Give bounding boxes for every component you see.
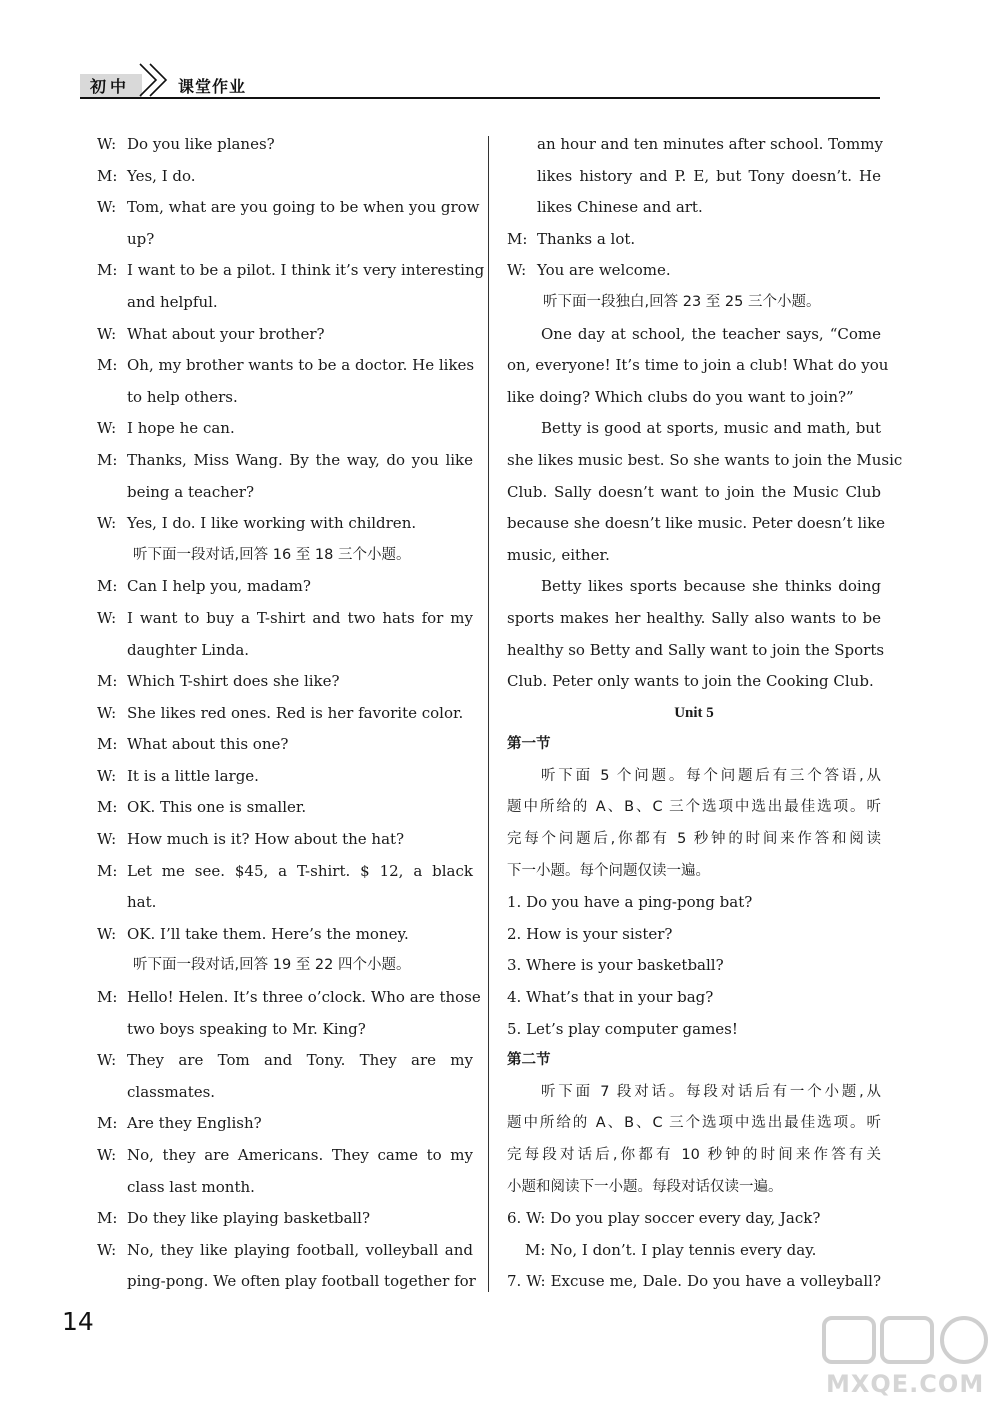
page-header [80,56,880,98]
dialogue-line [97,761,473,793]
dialogue-line [97,729,473,761]
dialogue-line [97,571,473,603]
speaker-label: W: [97,1240,117,1259]
dialogue-continuation: class last month. [127,1177,255,1196]
speaker-label: M: [97,735,118,754]
dialogue-line [97,1045,473,1077]
speaker-label: M: [97,577,118,596]
dialogue-line [97,350,473,382]
dialogue-text: Yes, I do. [127,166,196,185]
dialogue-text: OK. This one is smaller. [127,798,307,817]
dialogue-text: Which T-shirt does she like? [127,672,340,691]
speaker-label: W: [97,830,117,849]
text-line: sports makes her healthy. Sally also wants to be [507,608,881,627]
dialogue-line [97,255,485,287]
dialogue-line [507,224,881,256]
dialogue-text: Hello! Helen. It’s three o’clock. Who are those [127,988,481,1007]
speaker-label: M: [97,261,118,280]
text-line: M: No, I don’t. I play tennis every day. [525,1240,817,1259]
dialogue-line [97,413,473,445]
dialogue-line [97,792,473,824]
page-number: 14 [62,1307,94,1336]
text-line: because she doesn’t like music. Peter doesn’t like [507,514,886,533]
subsection-heading: 第一节 [507,736,551,753]
section-instruction: 听下面一段对话,回答 19 至 22 四个小题。 [133,957,411,974]
dialogue-line [97,192,480,224]
instruction-line: 题中所给的 A、B、C 三个选项中选出最佳选项。听 [507,1115,881,1132]
subsection-heading: 第二节 [507,1052,551,1069]
dialogue-continuation: ping-pong. We often play football together for [127,1272,476,1291]
dialogue-line [97,1140,473,1172]
speaker-label: W: [97,419,117,438]
speaker-label: M: [97,1114,118,1133]
paragraph-line: Betty likes sports because she thinks doing [541,577,881,596]
dialogue-line [97,161,473,193]
text-line: 4. What’s that in your bag? [507,988,714,1007]
dialogue-text: She likes red ones. Red is her favorite color. [127,703,464,722]
dialogue-text: No, they are Americans. They came to my [127,1146,473,1164]
dialogue-continuation: hat. [127,893,157,912]
text-line: 1. Do you have a ping-pong bat? [507,893,753,912]
dialogue-continuation: up? [127,229,155,248]
text-line: like doing? Which clubs do you want to join?” [507,387,854,406]
speaker-label: W: [97,324,117,343]
dialogue-text: How much is it? How about the hat? [127,830,405,849]
text-line: 6. W: Do you play soccer every day, Jack? [507,1209,821,1228]
dialogue-text: Yes, I do. I like working with children. [127,514,417,533]
instruction-line: 小题和阅读下一小题。每段对话仅读一遍。 [507,1178,783,1195]
speaker-label: M: [97,988,118,1007]
speaker-label: W: [97,198,117,217]
paragraph-line: Betty is good at sports, music and math, but [541,419,881,438]
dialogue-line [97,666,473,698]
speaker-label: M: [97,798,118,817]
dialogue-text: Oh, my brother wants to be a doctor. He likes [127,356,475,375]
section-instruction: 听下面一段对话,回答 16 至 18 三个小题。 [133,546,411,563]
section-instruction: 听下面一段独白,回答 23 至 25 三个小题。 [543,293,821,310]
left-column [97,129,485,1298]
speaker-label: M: [97,861,118,880]
dialogue-text: No, they like playing football, volleyball and [127,1240,473,1259]
book-title: 课堂作业 [178,77,247,96]
instruction-line: 下一小题。每个问题仅读一遍。 [507,862,710,879]
paragraph-line: One day at school, the teacher says, “Come [541,324,881,343]
dialogue-continuation: to help others. [127,387,238,406]
dialogue-continuation: likes Chinese and art. [537,198,703,217]
dialogue-line [97,919,473,951]
dialogue-text: What about your brother? [127,324,325,343]
dialogue-line [507,255,881,287]
dialogue-continuation: two boys speaking to Mr. King? [127,1019,366,1038]
dialogue-line [97,1235,473,1267]
speaker-label: M: [97,672,118,691]
dialogue-continuation: daughter Linda. [127,640,250,659]
text-line: 5. Let’s play computer games! [507,1019,738,1038]
double-chevron-icon [136,58,176,98]
dialogue-line [97,698,473,730]
speaker-label: W: [97,135,117,153]
dialogue-text: Thanks a lot. [537,229,636,248]
instruction-line: 听下面 5 个问题。每个问题后有三个答语,从 [541,767,881,784]
dialogue-line [97,319,473,351]
dialogue-continuation: likes history and P. E, but Tony doesn’t. He [537,166,881,185]
speaker-label: M: [97,1209,118,1228]
instruction-line: 听下面 7 段对话。每段对话后有一个小题,从 [541,1083,881,1100]
dialogue-continuation: an hour and ten minutes after school. Tommy [537,135,883,153]
speaker-label: W: [97,608,117,627]
column-divider [488,136,489,1292]
watermark-logo [822,1314,992,1368]
instruction-line: 题中所给的 A、B、C 三个选项中选出最佳选项。听 [507,799,881,816]
dialogue-text: I want to buy a T-shirt and two hats for my [127,608,473,627]
watermark-text: MXQE.COM [826,1370,985,1398]
speaker-label: W: [97,924,117,943]
dialogue-text: I want to be a pilot. I think it’s very interesting [127,261,485,280]
dialogue-text: Are they English? [127,1114,262,1133]
dialogue-text: I hope he can. [127,419,235,438]
speaker-label: W: [97,766,117,785]
dialogue-text: Do they like playing basketball? [127,1209,371,1228]
speaker-label: M: [97,356,118,375]
text-line: on, everyone! It’s time to join a club! What do you [507,356,889,375]
dialogue-line [97,603,473,635]
text-line: 2. How is your sister? [507,924,673,943]
dialogue-line [97,982,481,1014]
dialogue-text: What about this one? [127,735,289,754]
dialogue-text: Thanks, Miss Wang. By the way, do you like [127,450,473,469]
section-tab-label: 初中 [90,77,131,96]
speaker-label: W: [97,1051,117,1070]
dialogue-continuation: being a teacher? [127,482,255,501]
text-line: healthy so Betty and Sally want to join the Sports [507,640,885,659]
dialogue-text: Can I help you, madam? [127,577,311,596]
dialogue-text: Do you like planes? [127,135,275,153]
dialogue-continuation: classmates. [127,1082,216,1101]
dialogue-line [97,445,473,477]
text-line: 7. W: Excuse me, Dale. Do you have a volleyball? [507,1272,881,1291]
instruction-line: 完每段对话后,你都有 10 秒钟的时间来作答有关 [507,1147,881,1163]
text-line: music, either. [507,545,610,564]
dialogue-text: Tom, what are you going to be when you grow [127,198,480,217]
right-column [507,129,903,1298]
instruction-line: 完每个问题后,你都有 5 秒钟的时间来作答和阅读 [507,831,881,848]
speaker-label: M: [97,166,118,185]
dialogue-line [97,824,473,856]
text-line: 3. Where is your basketball? [507,956,724,975]
speaker-label: W: [97,514,117,533]
speaker-label: W: [97,703,117,722]
dialogue-text: Let me see. $45, a T-shirt. $ 12, a black [127,861,473,880]
dialogue-continuation: and helpful. [127,292,218,311]
dialogue-line [97,1203,473,1235]
dialogue-text: OK. I’ll take them. Here’s the money. [127,924,409,943]
dialogue-text: You are welcome. [537,261,671,280]
dialogue-line [97,508,473,540]
dialogue-line [97,1108,473,1140]
text-line: she likes music best. So she wants to join the Music [507,450,903,469]
speaker-label: M: [97,450,118,469]
speaker-label: M: [507,229,528,248]
speaker-label: W: [97,1146,117,1164]
unit-heading: Unit 5 [674,704,714,721]
section-tab [80,74,142,98]
dialogue-text: They are Tom and Tony. They are my [127,1051,473,1070]
speaker-label: W: [507,261,527,280]
text-line: Club. Peter only wants to join the Cooking Club. [507,672,874,691]
dialogue-line [97,856,473,888]
header-rule [80,97,880,99]
dialogue-text: It is a little large. [127,766,259,785]
watermark [812,1312,992,1402]
dialogue-line [97,129,473,161]
text-line: Club. Sally doesn’t want to join the Music Club [507,482,881,501]
